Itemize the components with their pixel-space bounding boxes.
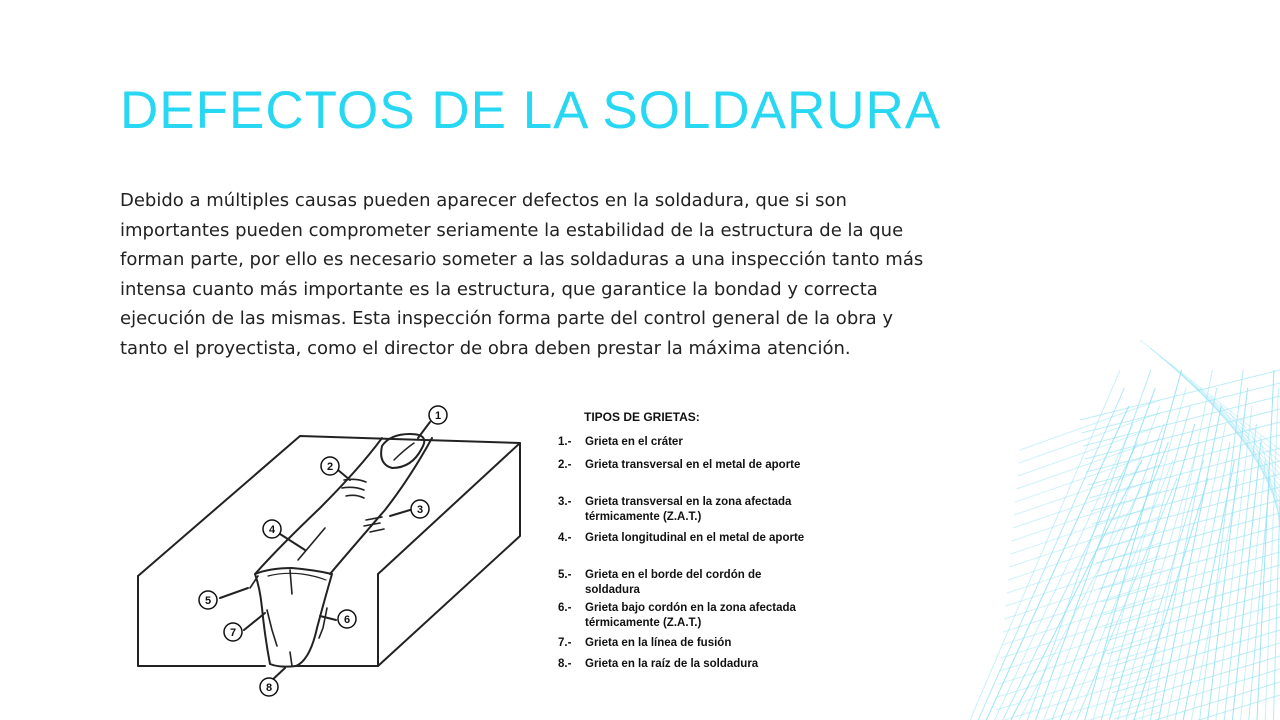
legend-item-number: 6.- [558, 602, 572, 614]
legend-item-number: 3.- [558, 496, 572, 508]
legend-item-text: Grieta transversal en la zona afectada térmicamente (Z.A.T.) [585, 496, 792, 523]
legend-item-number: 2.- [558, 459, 572, 471]
marker-2 [321, 457, 339, 475]
marker-7 [224, 623, 242, 641]
legend-item-text: Grieta en la raíz de la soldadura [585, 658, 759, 670]
legend-item-text: Grieta longitudinal en el metal de aporte [585, 532, 805, 544]
root-crack [290, 652, 292, 666]
weld-front-profile [255, 568, 332, 667]
fusion-line-crack [267, 610, 277, 646]
marker-1 [429, 406, 447, 424]
legend-item-text: Grieta transversal en el metal de aporte [585, 459, 801, 471]
legend-item-number: 7.- [558, 637, 572, 649]
legend-item-number: 8.- [558, 658, 572, 670]
marker-2-label: 2 [326, 461, 334, 473]
marker-5-label: 5 [204, 595, 212, 607]
marker-8-label: 8 [265, 682, 273, 694]
longitudinal-crack [298, 528, 325, 560]
marker-4-label: 4 [268, 524, 276, 536]
marker-1-label: 1 [434, 410, 442, 422]
legend-item-text: Grieta en el cráter [585, 436, 683, 448]
marker-4 [263, 520, 281, 538]
wireframe-building-decoration [960, 330, 1280, 720]
legend-item-number: 5.- [558, 569, 572, 581]
slide-body-text: Debido a múltiples causas pueden aparecer defectos en la soldadura, que si son importantes pueden comprometer seriamente la estabilidad de la estructura de la que forman parte, por ello es necesario someter a las soldaduras a una inspección tanto más intensa cuanto más importante es la estructura, que garantice la bondad y correcta ejecución de las mismas. Esta inspección forma parte del control general de la obra y tanto el proyectista, como el director de obra deben prestar la máxima atención. [120, 190, 924, 359]
marker-6 [338, 610, 356, 628]
marker-5 [199, 591, 217, 609]
weld-crack-diagram [120, 398, 540, 698]
legend-item-text: Grieta bajo cordón en la zona afectada térmicamente (Z.A.T.) [585, 602, 796, 629]
marker-3-label: 3 [416, 504, 424, 516]
legend-item-number: 1.- [558, 436, 572, 448]
legend-item-number: 4.- [558, 532, 572, 544]
slide-title: DEFECTOS DE LA SOLDARURA [120, 81, 942, 140]
marker-3 [411, 500, 429, 518]
marker-7-label: 7 [229, 627, 237, 639]
legend-item-text: Grieta en la línea de fusión [585, 637, 732, 649]
marker-8 [260, 678, 278, 696]
legend-title: TIPOS DE GRIETAS: [584, 410, 700, 424]
legend-item-text: Grieta en el borde del cordón de soldadura [585, 569, 762, 596]
marker-6-label: 6 [343, 614, 351, 626]
